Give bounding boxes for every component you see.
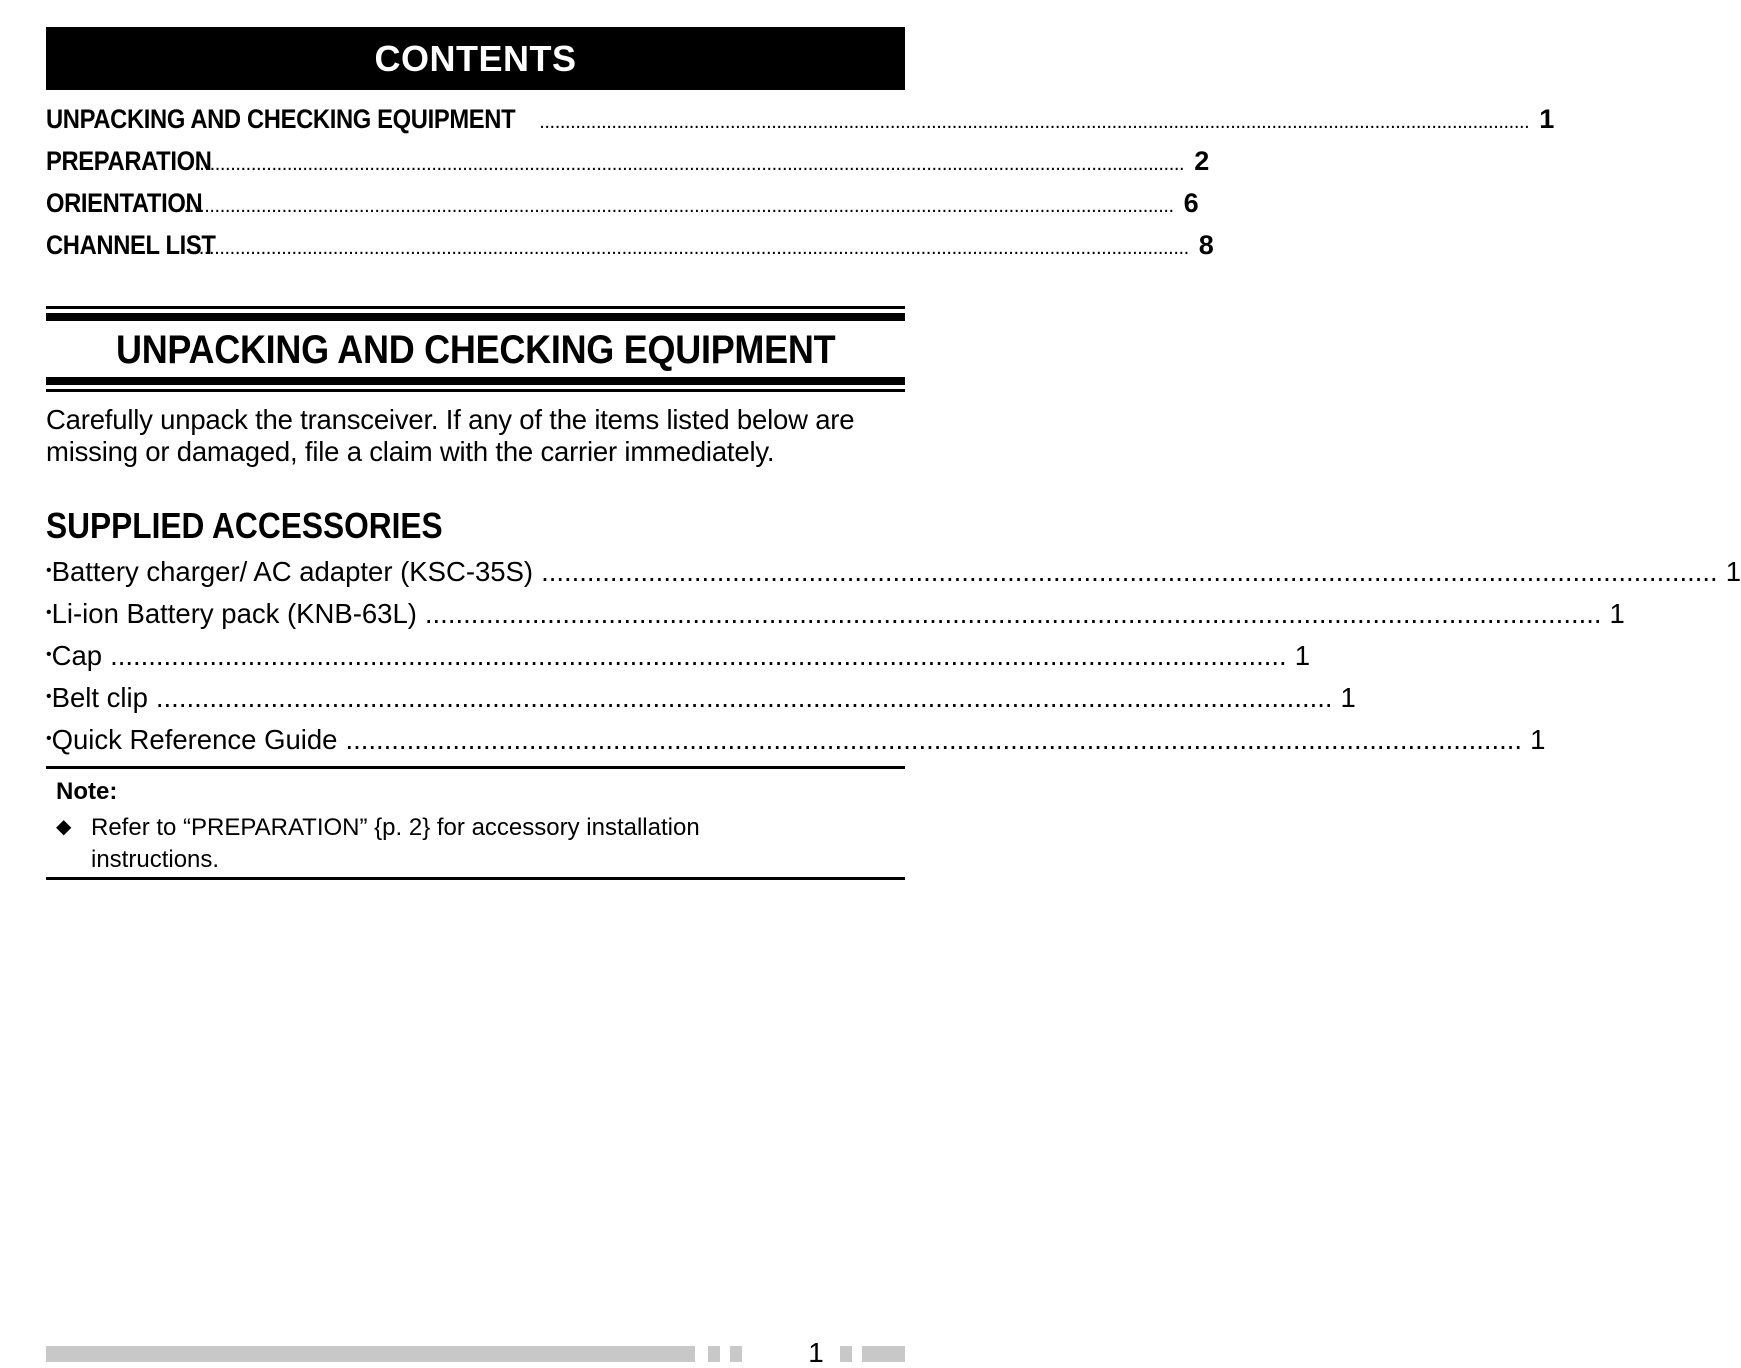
section-title [46,325,905,375]
section-rule-top-thin [46,306,905,309]
footer-bar-right [862,1346,905,1362]
list-item [46,635,1310,677]
accessories-list [46,551,1741,761]
toc-entry-label: UNPACKING AND CHECKING EQUIPMENT [46,104,516,134]
bullet-icon: • [46,688,52,705]
toc-entry[interactable] [46,98,1554,140]
bullet-icon: • [46,730,52,747]
dot-leader: .......................................................................................................................................................... [424,598,1602,629]
accessory-label: Belt clip [51,682,148,713]
accessory-quantity: 1 [1294,640,1310,671]
contents-title: CONTENTS [374,38,577,79]
toc-entry[interactable] [46,182,1199,224]
note-text: Refer to “PREPARATION” {p. 2} for accessory installation instructions. [91,814,700,873]
accessory-label: Battery charger/ AC adapter (KSC-35S) [51,556,534,587]
toc-entry-label: CHANNEL LIST [46,230,216,260]
intro-paragraph: Carefully unpack the transceiver. If any of the items listed below are missing or damaged, file a claim with the carrier immediately. [46,404,855,467]
list-item [46,677,1356,719]
contents-header [46,27,905,90]
footer-block [840,1346,852,1362]
dot-leader: ................................................................................................................................................................................................ [198,237,1189,259]
accessories-heading [46,505,497,547]
section-rule-top-thick [46,313,905,321]
accessory-label: Cap [51,640,103,671]
bullet-icon: • [46,604,52,621]
toc-entry-page: 6 [1183,188,1199,218]
toc-entry-page: 1 [1539,104,1554,134]
footer-block [708,1346,720,1362]
toc-entry[interactable] [46,140,1209,182]
accessory-quantity: 1 [1725,556,1741,587]
footer-block [730,1346,742,1362]
bullet-icon: • [46,646,52,663]
toc-entry-page: 2 [1194,146,1209,176]
accessory-quantity: 1 [1340,682,1356,713]
toc-entry-label: PREPARATION [46,146,212,176]
dot-leader: ................................................................................................................................................................................................ [194,153,1185,175]
page-number: 1 [808,1337,824,1368]
note-rule-bottom [46,877,905,880]
list-item [46,551,1741,593]
note-body [56,812,816,876]
toc-entry-label: ORIENTATION [46,188,203,218]
dot-leader: ................................................................................................................................................................................................ [539,111,1530,133]
list-item [46,719,1546,761]
toc-entry[interactable] [46,224,1214,266]
accessory-label: Li-ion Battery pack (KNB-63L) [51,598,417,629]
dot-leader: .......................................................................................................................................................... [541,556,1718,587]
accessory-label: Quick Reference Guide [51,724,338,755]
toc-entry-page: 8 [1198,230,1214,260]
dot-leader: .......................................................................................................................................................... [345,724,1523,755]
footer-bar-left [46,1346,695,1362]
section-rule-bottom-thin [46,389,905,392]
section-rule-bottom-thick [46,377,905,385]
dot-leader: ................................................................................................................................................................................................ [183,195,1174,217]
list-item [46,593,1625,635]
accessory-quantity: 1 [1609,598,1625,629]
bullet-icon: • [46,562,52,579]
accessory-quantity: 1 [1530,724,1546,755]
dot-leader: .......................................................................................................................................................... [155,682,1333,713]
accessories-heading-text: SUPPLIED ACCESSORIES [46,505,443,546]
section-title-text: UNPACKING AND CHECKING EQUIPMENT [115,328,836,372]
dot-leader: .......................................................................................................................................................... [110,640,1287,671]
note-label: Note: [56,778,118,805]
diamond-bullet-icon: ◆ [56,816,72,838]
table-of-contents [46,98,1554,266]
note-rule-top [46,766,905,769]
